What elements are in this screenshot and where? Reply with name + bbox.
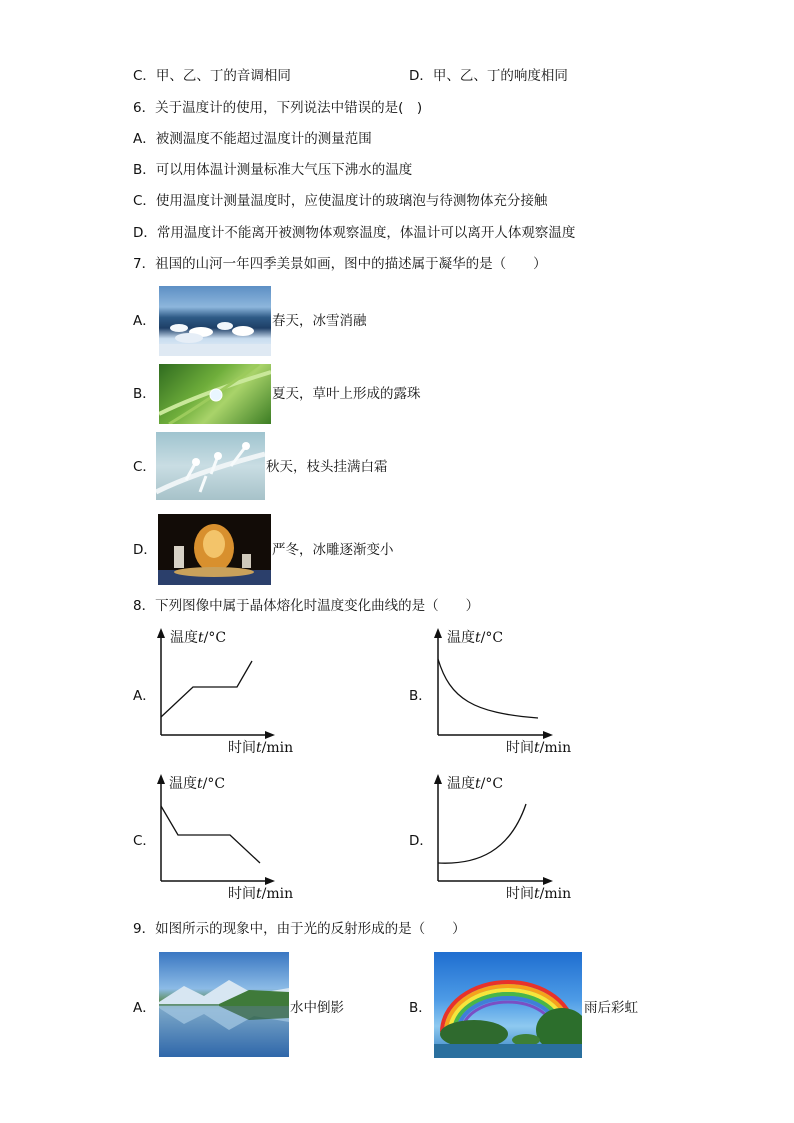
y-axis-label: 温度t/°C bbox=[170, 630, 227, 646]
q7-option-b-image-dew-on-grass bbox=[159, 364, 271, 424]
q8-stem: 8．下列图像中属于晶体熔化时温度变化曲线的是（ ） bbox=[133, 598, 480, 614]
q7-option-a-caption: 春天，冰雪消融 bbox=[272, 313, 367, 329]
rainbow-icon bbox=[434, 952, 582, 1058]
y-axis-arrow-icon bbox=[157, 628, 165, 638]
q8-option-a-letter: A． bbox=[133, 688, 156, 704]
q7-option-a-letter: A． bbox=[133, 313, 156, 329]
x-axis-label: 时间t/min bbox=[506, 886, 572, 902]
q6-option-d: D．常用温度计不能离开被测物体观察温度，体温计可以离开人体观察温度 bbox=[133, 225, 576, 241]
q6-stem: 6．关于温度计的使用，下列说法中错误的是( ) bbox=[133, 100, 423, 116]
x-axis-label: 时间t/min bbox=[506, 740, 572, 756]
q8-option-d-letter: D． bbox=[409, 833, 433, 849]
q8-option-b-letter: B． bbox=[409, 688, 432, 704]
ice-sculpture-icon bbox=[158, 514, 271, 585]
q7-option-d-image-ice-sculpture bbox=[158, 514, 271, 585]
q9-option-b-caption: 雨后彩虹 bbox=[584, 1000, 638, 1016]
q7-option-b-caption: 夏天，草叶上形成的露珠 bbox=[272, 386, 421, 402]
q6-option-a: A．被测温度不能超过温度计的测量范围 bbox=[133, 131, 372, 147]
y-axis-label: 温度t/°C bbox=[447, 630, 504, 646]
q5-option-c: C．甲、乙、丁的音调相同 bbox=[133, 68, 291, 84]
x-axis-arrow-icon bbox=[265, 731, 275, 739]
q7-option-c-image-frost-on-branch bbox=[156, 432, 265, 500]
x-axis-label: 时间t/min bbox=[228, 740, 294, 756]
q8-graph-a bbox=[150, 625, 310, 760]
x-axis-arrow-icon bbox=[543, 731, 553, 739]
y-axis-arrow-icon bbox=[434, 628, 442, 638]
q6-option-b: B．可以用体温计测量标准大气压下沸水的温度 bbox=[133, 162, 413, 178]
q6-option-c: C．使用温度计测量温度时，应使温度计的玻璃泡与待测物体充分接触 bbox=[133, 193, 548, 209]
snow-melting-icon bbox=[159, 286, 271, 356]
x-axis-label: 时间t/min bbox=[228, 886, 294, 902]
q7-stem: 7．祖国的山河一年四季美景如画，图中的描述属于凝华的是（ ） bbox=[133, 256, 547, 272]
temperature-curve bbox=[438, 659, 538, 718]
y-axis-arrow-icon bbox=[434, 774, 442, 784]
mountain-reflection-icon bbox=[159, 952, 289, 1057]
q8-graph-d bbox=[428, 771, 588, 906]
q7-option-d-letter: D． bbox=[133, 542, 157, 558]
q9-stem: 9．如图所示的现象中，由于光的反射形成的是（ ） bbox=[133, 921, 466, 937]
dew-drop-icon bbox=[159, 364, 271, 424]
q7-option-d-caption: 严冬，冰雕逐渐变小 bbox=[272, 542, 394, 558]
q7-option-c-caption: 秋天，枝头挂满白霜 bbox=[266, 459, 388, 475]
y-axis-label: 温度t/°C bbox=[447, 776, 504, 792]
x-axis-arrow-icon bbox=[265, 877, 275, 885]
q9-option-a-letter: A． bbox=[133, 1000, 156, 1016]
temperature-curve bbox=[438, 804, 526, 863]
q9-option-b-image-rainbow bbox=[434, 952, 582, 1058]
q8-graph-b bbox=[428, 625, 588, 760]
y-axis-arrow-icon bbox=[157, 774, 165, 784]
x-axis-arrow-icon bbox=[543, 877, 553, 885]
temperature-curve bbox=[161, 661, 252, 717]
frost-branch-icon bbox=[156, 432, 265, 500]
q7-option-c-letter: C． bbox=[133, 459, 156, 475]
temperature-curve bbox=[161, 806, 260, 863]
q7-option-b-letter: B． bbox=[133, 386, 156, 402]
q9-option-a-caption: 水中倒影 bbox=[290, 1000, 344, 1016]
q5-option-d: D．甲、乙、丁的响度相同 bbox=[409, 68, 568, 84]
q9-option-b-letter: B． bbox=[409, 1000, 432, 1016]
q8-graph-c bbox=[150, 771, 310, 906]
q9-option-a-image-reflection bbox=[159, 952, 289, 1057]
y-axis-label: 温度t/°C bbox=[169, 776, 226, 792]
q7-option-a-image-snow-melting bbox=[159, 286, 271, 356]
q8-option-c-letter: C． bbox=[133, 833, 156, 849]
